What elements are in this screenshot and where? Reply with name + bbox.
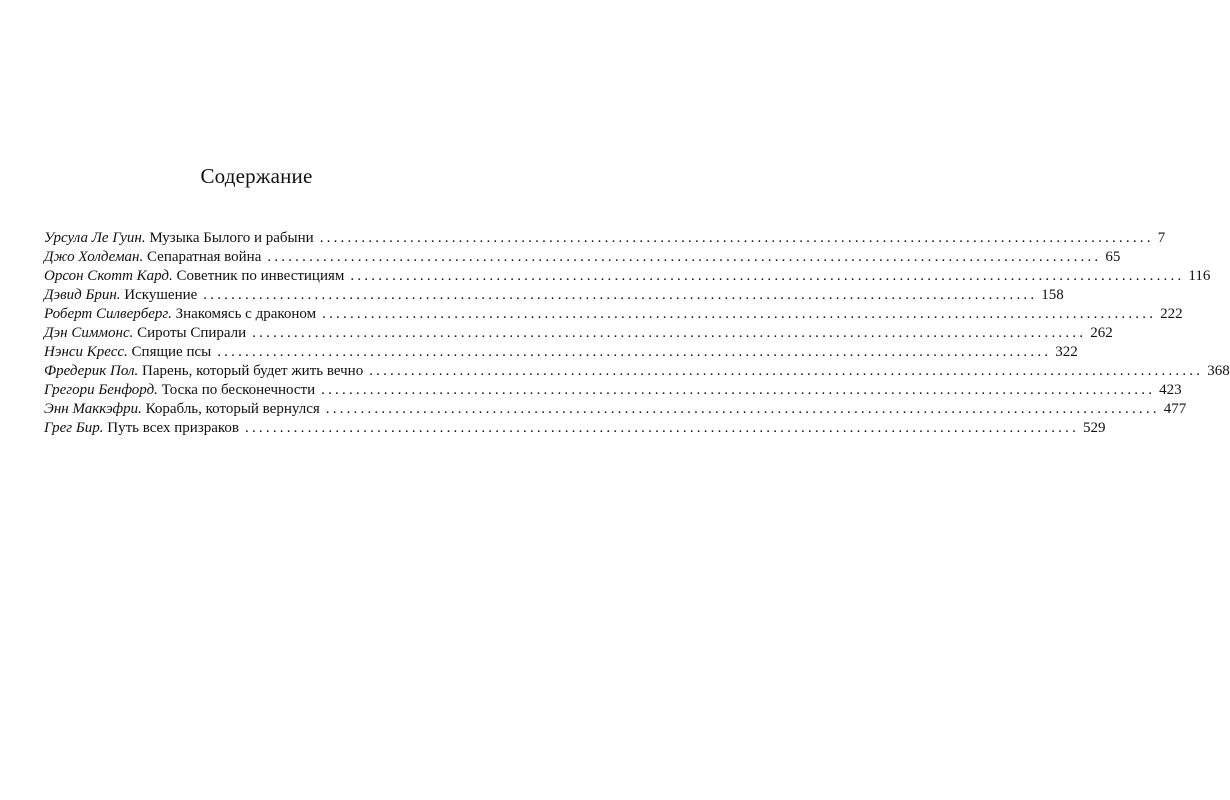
toc-entry [44, 400, 1187, 419]
toc-entry [44, 362, 1230, 381]
toc-leader-dots: ........................................................................................................................ [217, 344, 1052, 360]
toc-title: Знакомясь с драконом [175, 306, 317, 322]
toc-page-number: 423 [1159, 382, 1182, 398]
toc-page-number: 65 [1105, 249, 1121, 265]
toc-author: Джо Холдеман. [44, 249, 144, 265]
toc-leader-dots: ........................................................................................................................ [267, 249, 1102, 265]
toc-title: Сироты Спирали [137, 325, 247, 341]
toc-author: Орсон Скотт Кард. [44, 268, 173, 284]
toc-leader-dots: ........................................................................................................................ [321, 382, 1156, 398]
toc-entry [44, 324, 1113, 343]
toc-author: Урсула Ле Гуин. [44, 230, 146, 246]
toc-page-number: 262 [1090, 325, 1113, 341]
toc-leader-dots: ........................................................................................................................ [319, 230, 1154, 246]
toc-title: Спящие псы [131, 344, 212, 360]
toc-leader-dots: ........................................................................................................................ [252, 325, 1087, 341]
toc-author: Роберт Силверберг. [44, 306, 172, 322]
toc-page-number: 477 [1163, 401, 1187, 417]
toc-page-number: 116 [1188, 268, 1211, 284]
toc-title: Парень, который будет жить вечно [142, 363, 364, 379]
toc-leader-dots: ........................................................................................................................ [350, 268, 1185, 284]
toc-title: Корабль, который вернулся [145, 401, 320, 417]
toc-author: Нэнси Кресс. [44, 344, 128, 360]
toc-page-number: 7 [1157, 230, 1166, 246]
toc-heading: Содержание [200, 164, 313, 188]
toc-title: Музыка Былого и рабыни [149, 230, 314, 246]
toc-author: Дэн Симмонс. [44, 325, 134, 341]
toc-author: Грегори Бенфорд. [44, 382, 158, 398]
toc-leader-dots: ........................................................................................................................ [325, 401, 1160, 417]
toc-entry [44, 267, 1211, 286]
toc-page-number: 529 [1083, 420, 1106, 436]
toc-author: Энн Маккэфри. [44, 401, 142, 417]
toc-leader-dots: ........................................................................................................................ [369, 363, 1204, 379]
toc-page-number: 368 [1207, 363, 1230, 379]
toc-page-number: 222 [1160, 306, 1183, 322]
toc-entry [44, 419, 1106, 438]
toc-title: Тоска по бесконечности [161, 382, 316, 398]
toc-title: Путь всех призраков [107, 420, 240, 436]
toc-leader-dots: ........................................................................................................................ [322, 306, 1157, 322]
toc-list [44, 229, 1230, 438]
toc-leader-dots: ........................................................................................................................ [245, 420, 1080, 436]
toc-leader-dots: ........................................................................................................................ [203, 287, 1038, 303]
toc-entry [44, 229, 1166, 248]
toc-author: Дэвид Брин. [44, 287, 121, 303]
toc-entry [44, 343, 1078, 362]
toc-author: Фредерик Пол. [44, 363, 139, 379]
toc-page-number: 158 [1041, 287, 1064, 303]
toc-page-number: 322 [1055, 344, 1078, 360]
toc-entry [44, 305, 1183, 324]
toc-title: Искушение [124, 287, 198, 303]
toc-entry [44, 248, 1121, 267]
toc-title: Советник по инвестициям [176, 268, 345, 284]
toc-entry [44, 286, 1064, 305]
toc-title: Сепаратная война [146, 249, 262, 265]
toc-entry [44, 381, 1182, 400]
toc-author: Грег Бир. [44, 420, 104, 436]
